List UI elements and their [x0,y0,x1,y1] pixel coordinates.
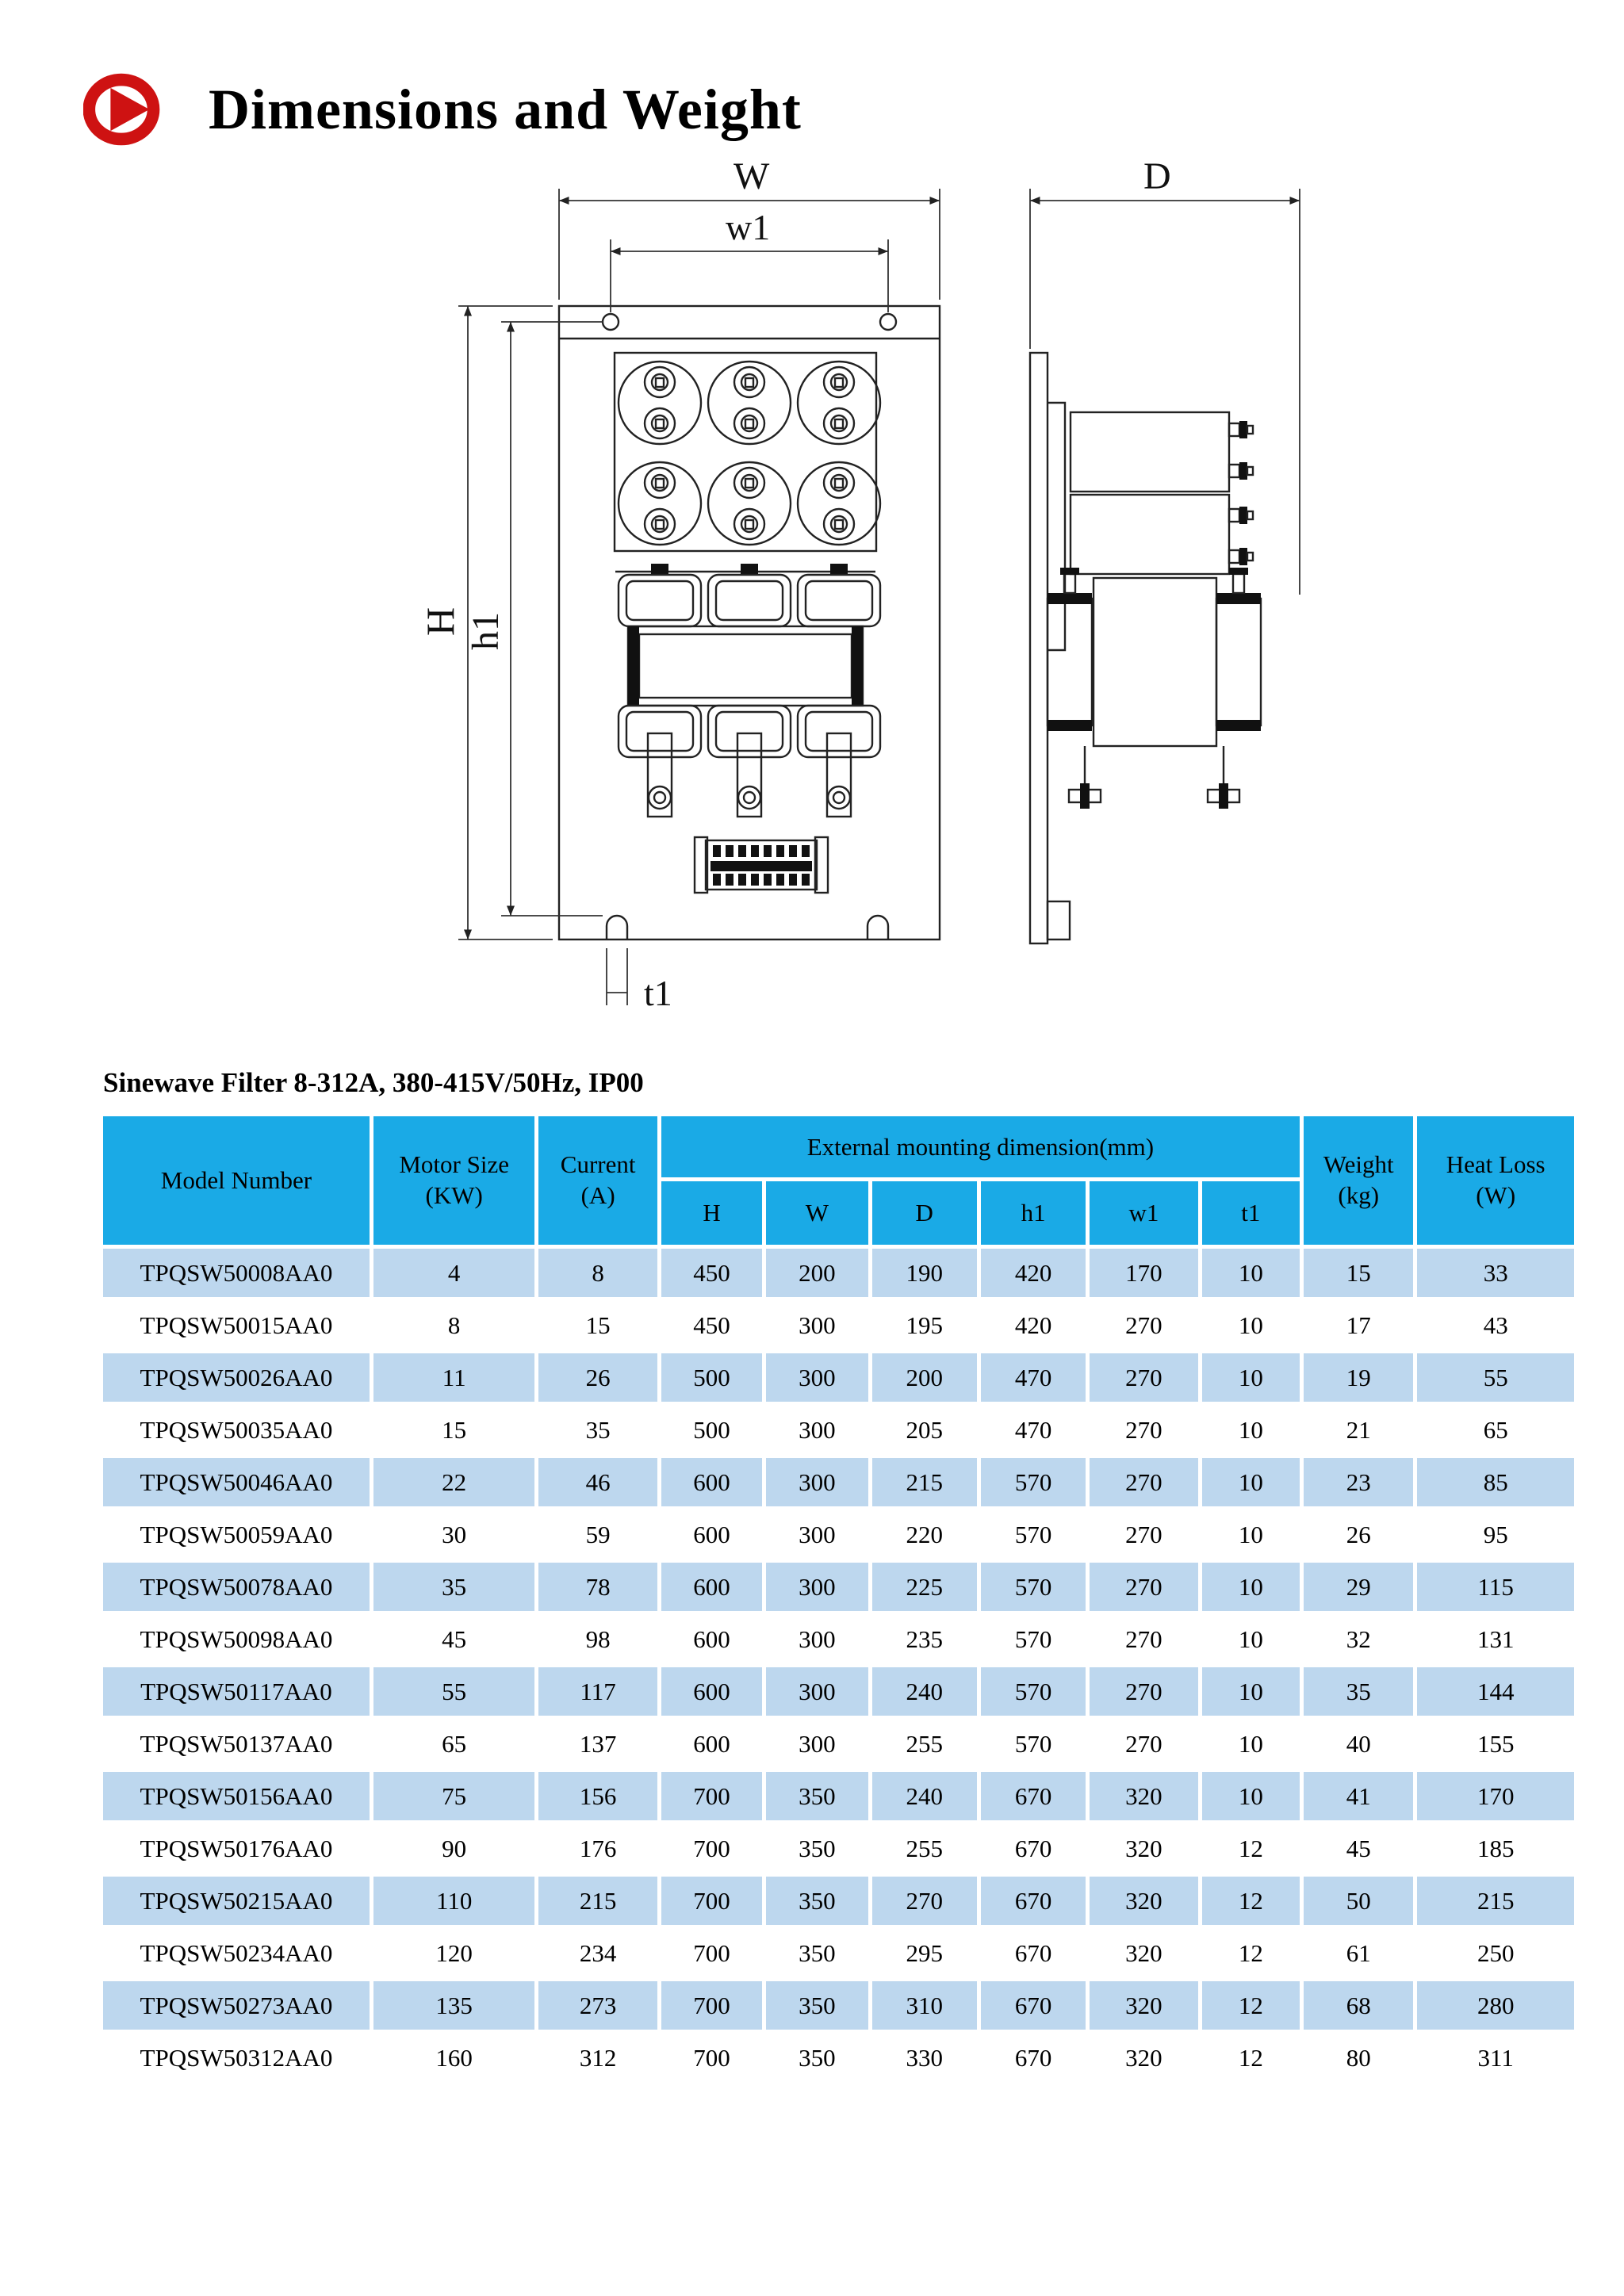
capacitor-bank-front [615,353,880,551]
cell-value: 310 [870,1980,979,2032]
header-sub-w1: w1 [1088,1180,1200,1247]
cell-value: 41 [1302,1770,1415,1823]
table-row [102,1561,1576,1613]
header-current-line2: (A) [580,1181,615,1209]
cell-value: 320 [1088,1823,1200,1875]
label-H: H [418,607,462,636]
cell-value: 500 [659,1352,764,1404]
cell-value: 85 [1415,1456,1576,1509]
table-row [102,1875,1576,1927]
cell-value: 43 [1415,1299,1576,1352]
cell-value: 255 [870,1718,979,1770]
cell-value: 12 [1200,1980,1301,2032]
cell-value: 270 [1088,1456,1200,1509]
cell-value: 135 [371,1980,537,2032]
cell-value: 26 [1302,1509,1415,1561]
cell-value: 45 [1302,1823,1415,1875]
cell-value: 8 [371,1299,537,1352]
cell-value: 35 [371,1561,537,1613]
cell-value: 55 [1415,1352,1576,1404]
cell-model-number: TPQSW50046AA0 [102,1456,372,1509]
cell-value: 300 [764,1509,870,1561]
cell-value: 700 [659,1770,764,1823]
cell-value: 10 [1200,1352,1301,1404]
cell-value: 450 [659,1299,764,1352]
cell-value: 600 [659,1509,764,1561]
cell-model-number: TPQSW50059AA0 [102,1509,372,1561]
cell-value: 240 [870,1666,979,1718]
cell-value: 320 [1088,1927,1200,1980]
cell-value: 131 [1415,1613,1576,1666]
cell-value: 170 [1415,1770,1576,1823]
cell-value: 26 [537,1352,659,1404]
cell-value: 10 [1200,1770,1301,1823]
cell-value: 10 [1200,1613,1301,1666]
cell-value: 45 [371,1613,537,1666]
cell-value: 270 [1088,1666,1200,1718]
cell-value: 170 [1088,1247,1200,1299]
cell-value: 46 [537,1456,659,1509]
label-h1: h1 [465,612,507,650]
cell-value: 295 [870,1927,979,1980]
cell-value: 600 [659,1456,764,1509]
cell-value: 420 [979,1247,1087,1299]
dimension-drawing-svg [333,151,1396,1066]
cell-value: 137 [537,1718,659,1770]
cell-value: 50 [1302,1875,1415,1927]
cell-value: 270 [1088,1718,1200,1770]
header-weight-line1: Weight [1323,1150,1394,1179]
cell-value: 450 [659,1247,764,1299]
header-heat-loss-line2: (W) [1476,1181,1516,1209]
table-row [102,1352,1576,1404]
cell-value: 600 [659,1613,764,1666]
cell-value: 155 [1415,1718,1576,1770]
cell-value: 300 [764,1613,870,1666]
cell-value: 35 [1302,1666,1415,1718]
cell-value: 10 [1200,1561,1301,1613]
cell-value: 300 [764,1561,870,1613]
cell-value: 98 [537,1613,659,1666]
table-body [102,1247,1576,2084]
table-row [102,1509,1576,1561]
table-row [102,1613,1576,1666]
cell-value: 570 [979,1613,1087,1666]
header-weight-line2: (kg) [1338,1181,1380,1209]
table-row [102,1980,1576,2032]
cell-value: 270 [1088,1352,1200,1404]
cell-value: 12 [1200,1875,1301,1927]
cell-value: 35 [537,1404,659,1456]
cell-value: 311 [1415,2032,1576,2084]
cell-value: 280 [1415,1980,1576,2032]
cell-model-number: TPQSW50026AA0 [102,1352,372,1404]
cell-value: 320 [1088,1875,1200,1927]
cell-value: 570 [979,1718,1087,1770]
cell-model-number: TPQSW50312AA0 [102,2032,372,2084]
cell-value: 78 [537,1561,659,1613]
cell-value: 350 [764,1927,870,1980]
cell-value: 330 [870,2032,979,2084]
cell-value: 12 [1200,1823,1301,1875]
side-view [1030,155,1300,943]
cell-value: 670 [979,2032,1087,2084]
cell-value: 320 [1088,1770,1200,1823]
cell-value: 80 [1302,2032,1415,2084]
cell-value: 225 [870,1561,979,1613]
label-D: D [1143,155,1171,197]
cell-value: 215 [1415,1875,1576,1927]
cell-value: 160 [371,2032,537,2084]
cell-value: 270 [1088,1299,1200,1352]
dimensions-table [99,1112,1578,2086]
cell-value: 470 [979,1404,1087,1456]
cell-value: 270 [870,1875,979,1927]
cell-model-number: TPQSW50176AA0 [102,1823,372,1875]
cell-value: 240 [870,1770,979,1823]
page-title: Dimensions and Weight [209,77,802,141]
cell-value: 65 [1415,1404,1576,1456]
cell-value: 700 [659,1875,764,1927]
cell-model-number: TPQSW50015AA0 [102,1299,372,1352]
cell-value: 570 [979,1456,1087,1509]
cell-value: 10 [1200,1666,1301,1718]
cell-value: 33 [1415,1247,1576,1299]
cell-value: 670 [979,1823,1087,1875]
cell-value: 156 [537,1770,659,1823]
cell-value: 600 [659,1666,764,1718]
table-row [102,1404,1576,1456]
cell-value: 570 [979,1666,1087,1718]
cell-value: 235 [870,1613,979,1666]
cell-value: 90 [371,1823,537,1875]
table-row [102,1247,1576,1299]
cell-model-number: TPQSW50098AA0 [102,1613,372,1666]
header-motor-size [371,1115,537,1247]
cell-value: 470 [979,1352,1087,1404]
cell-value: 23 [1302,1456,1415,1509]
cell-value: 40 [1302,1718,1415,1770]
inductor-front [615,564,880,817]
cell-value: 300 [764,1718,870,1770]
cell-value: 350 [764,1980,870,2032]
cell-value: 10 [1200,1456,1301,1509]
header-current [537,1115,659,1247]
cell-value: 120 [371,1927,537,1980]
cell-value: 176 [537,1823,659,1875]
cell-value: 12 [1200,1927,1301,1980]
cell-value: 420 [979,1299,1087,1352]
cell-value: 4 [371,1247,537,1299]
cell-value: 570 [979,1561,1087,1613]
cell-value: 8 [537,1247,659,1299]
table-row [102,1299,1576,1352]
cell-value: 570 [979,1509,1087,1561]
cell-value: 700 [659,1823,764,1875]
cell-value: 15 [1302,1247,1415,1299]
cell-value: 300 [764,1456,870,1509]
header-motor-size-line2: (KW) [425,1181,483,1209]
label-W: W [733,155,770,197]
cell-value: 670 [979,1980,1087,2032]
cell-value: 15 [371,1404,537,1456]
cell-value: 270 [1088,1404,1200,1456]
table-caption: Sinewave Filter 8-312A, 380-415V/50Hz, IP00 [103,1067,644,1098]
cell-value: 670 [979,1927,1087,1980]
cell-value: 300 [764,1404,870,1456]
table-row [102,1770,1576,1823]
cell-value: 10 [1200,1299,1301,1352]
cell-model-number: TPQSW50035AA0 [102,1404,372,1456]
cell-value: 32 [1302,1613,1415,1666]
cell-value: 670 [979,1875,1087,1927]
cell-value: 10 [1200,1404,1301,1456]
page-header [83,70,802,149]
header-motor-size-line1: Motor Size [399,1150,509,1179]
cell-value: 205 [870,1404,979,1456]
cell-value: 15 [537,1299,659,1352]
cell-value: 273 [537,1980,659,2032]
cell-value: 700 [659,1927,764,1980]
cell-value: 300 [764,1352,870,1404]
cell-value: 75 [371,1770,537,1823]
header-sub-D: D [870,1180,979,1247]
cell-model-number: TPQSW50008AA0 [102,1247,372,1299]
label-w1: w1 [726,207,771,247]
cell-value: 700 [659,1980,764,2032]
cell-value: 55 [371,1666,537,1718]
cell-model-number: TPQSW50156AA0 [102,1770,372,1823]
header-heat-loss-line1: Heat Loss [1446,1150,1545,1179]
cell-value: 270 [1088,1613,1200,1666]
cell-value: 12 [1200,2032,1301,2084]
table-row [102,1456,1576,1509]
cell-value: 700 [659,2032,764,2084]
cell-value: 215 [870,1456,979,1509]
cell-model-number: TPQSW50273AA0 [102,1980,372,2032]
cell-value: 195 [870,1299,979,1352]
cell-value: 59 [537,1509,659,1561]
header-model-number: Model Number [102,1115,372,1247]
cell-model-number: TPQSW50117AA0 [102,1666,372,1718]
cell-value: 61 [1302,1927,1415,1980]
cell-value: 115 [1415,1561,1576,1613]
cell-value: 600 [659,1561,764,1613]
cell-value: 144 [1415,1666,1576,1718]
table-row [102,1718,1576,1770]
cell-value: 300 [764,1666,870,1718]
cell-model-number: TPQSW50234AA0 [102,1927,372,1980]
cell-value: 200 [870,1352,979,1404]
cell-value: 110 [371,1875,537,1927]
front-view [418,155,940,1013]
cell-value: 65 [371,1718,537,1770]
terminal-block [695,837,828,893]
cell-value: 670 [979,1770,1087,1823]
table-row [102,1823,1576,1875]
cell-value: 350 [764,2032,870,2084]
cell-value: 22 [371,1456,537,1509]
cell-value: 30 [371,1509,537,1561]
cell-value: 270 [1088,1509,1200,1561]
header-sub-H: H [659,1180,764,1247]
header-sub-W: W [764,1180,870,1247]
cell-value: 68 [1302,1980,1415,2032]
cell-value: 250 [1415,1927,1576,1980]
cell-model-number: TPQSW50078AA0 [102,1561,372,1613]
header-sub-t1: t1 [1200,1180,1301,1247]
cell-value: 350 [764,1770,870,1823]
cell-model-number: TPQSW50137AA0 [102,1718,372,1770]
cell-value: 234 [537,1927,659,1980]
cell-value: 185 [1415,1823,1576,1875]
cell-value: 10 [1200,1509,1301,1561]
cell-value: 255 [870,1823,979,1875]
cell-value: 190 [870,1247,979,1299]
cell-value: 200 [764,1247,870,1299]
cell-value: 312 [537,2032,659,2084]
cell-value: 220 [870,1509,979,1561]
cell-value: 95 [1415,1509,1576,1561]
cell-value: 300 [764,1299,870,1352]
cell-value: 19 [1302,1352,1415,1404]
header-sub-h1: h1 [979,1180,1087,1247]
cell-value: 350 [764,1875,870,1927]
cell-value: 10 [1200,1247,1301,1299]
cell-value: 500 [659,1404,764,1456]
cell-value: 21 [1302,1404,1415,1456]
table-row [102,2032,1576,2084]
inductor-side [1048,568,1261,809]
cell-value: 320 [1088,1980,1200,2032]
cell-value: 29 [1302,1561,1415,1613]
cell-value: 270 [1088,1561,1200,1613]
cell-value: 215 [537,1875,659,1927]
cell-value: 320 [1088,2032,1200,2084]
cell-model-number: TPQSW50215AA0 [102,1875,372,1927]
table-header [102,1115,1576,1247]
label-t1: t1 [644,973,672,1013]
table-row [102,1927,1576,1980]
cell-value: 600 [659,1718,764,1770]
header-weight [1302,1115,1415,1247]
header-current-line1: Current [560,1150,636,1179]
cell-value: 17 [1302,1299,1415,1352]
header-dimension-group: External mounting dimension(mm) [659,1115,1301,1180]
table-row [102,1666,1576,1718]
cell-value: 117 [537,1666,659,1718]
play-bullet-icon [83,70,163,149]
technical-drawing [333,151,1396,1066]
header-heat-loss [1415,1115,1576,1247]
cell-value: 10 [1200,1718,1301,1770]
cell-value: 11 [371,1352,537,1404]
cell-value: 350 [764,1823,870,1875]
